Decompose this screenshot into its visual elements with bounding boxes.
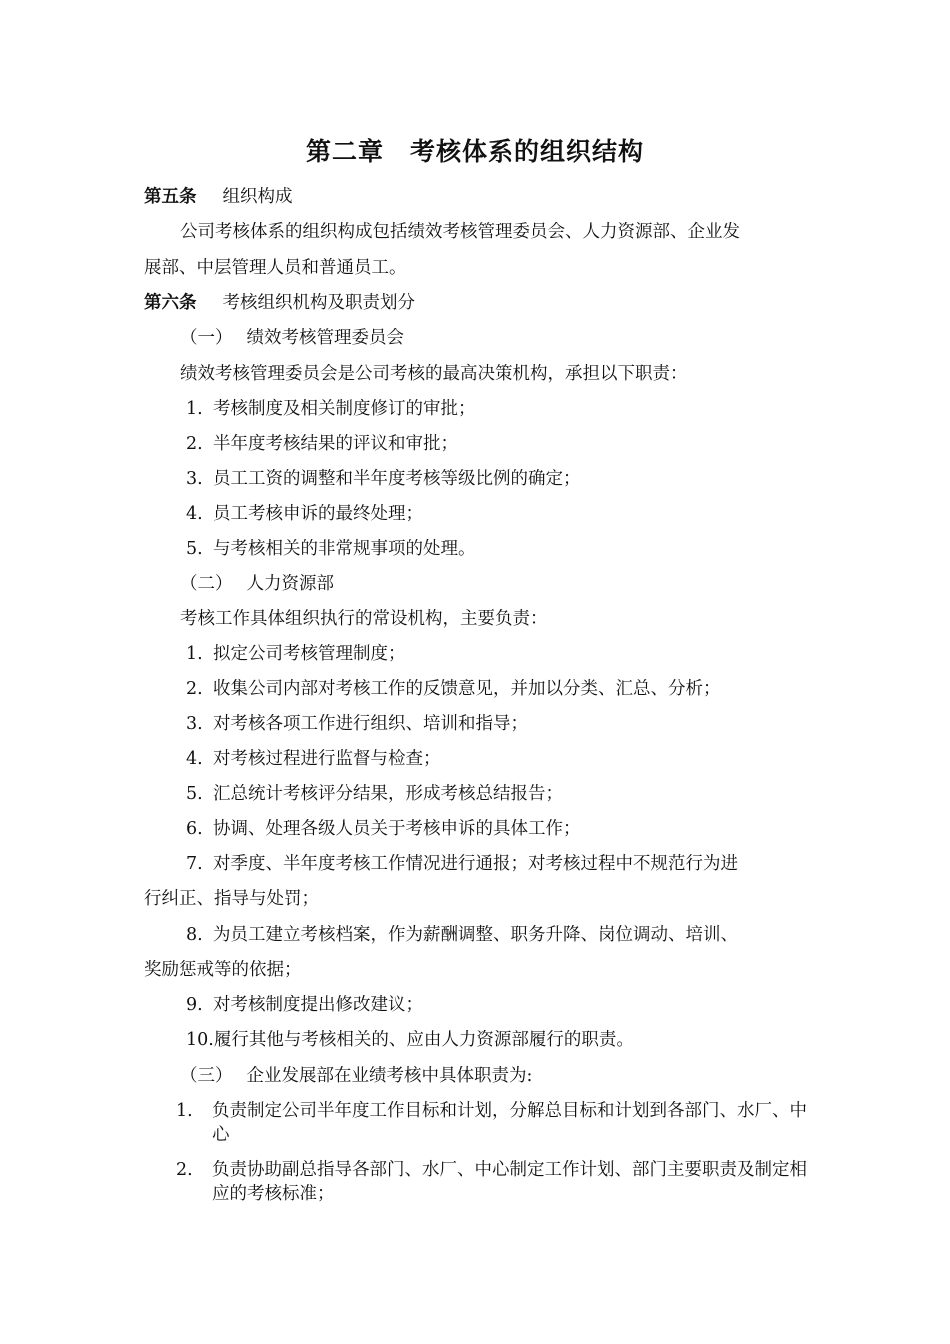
section-1-marker: （一）	[180, 328, 233, 348]
list-item	[186, 993, 423, 1017]
article-5-label: 第五条	[144, 187, 197, 207]
list-item-text: 负责协助副总指导各部门、水厂、中心制定工作计划、部门主要职责及制定相应的考核标准；	[212, 1160, 807, 1204]
list-item-number: 8.	[186, 925, 203, 945]
list-item	[186, 747, 441, 771]
list-item-text: 对考核制度提出修改建议；	[213, 995, 423, 1015]
list-item-text: 收集公司内部对考核工作的反馈意见，并加以分类、汇总、分析；	[213, 679, 721, 699]
section-2-title: 人力资源部	[246, 574, 334, 594]
section-1-heading	[180, 326, 404, 350]
list-item-text: 对季度、半年度考核工作情况进行通报；对考核过程中不规范行为进	[213, 854, 738, 874]
list-item-number: 2.	[176, 1160, 193, 1180]
section-3-heading	[180, 1064, 532, 1088]
list-item-text: 为员工建立考核档案，作为薪酬调整、职务升降、岗位调动、培训、	[213, 925, 738, 945]
list-item-text: 履行其他与考核相关的、应由人力资源部履行的职责。	[213, 1030, 634, 1050]
list-item	[186, 642, 406, 666]
section-2-heading	[180, 572, 334, 596]
list-item-text: 对考核各项工作进行组织、培训和指导；	[213, 714, 528, 734]
list-item	[176, 1158, 812, 1206]
list-item-number: 4.	[186, 749, 203, 769]
list-item-text: 对考核过程进行监督与检查；	[213, 749, 441, 769]
chapter-title: 第二章 考核体系的组织结构	[305, 137, 644, 166]
article-5-title: 组织构成	[222, 187, 293, 207]
list-item-number: 4.	[186, 504, 203, 524]
list-item	[186, 432, 458, 456]
list-item-number: 3.	[186, 714, 203, 734]
article-6-heading	[144, 291, 415, 315]
article-6-title: 考核组织机构及职责划分	[222, 293, 415, 313]
article-5-paragraph-line-1: 公司考核体系的组织构成包括绩效考核管理委员会、人力资源部、企业发	[180, 222, 740, 242]
list-item-text: 负责制定公司半年度工作目标和计划，分解总目标和计划到各部门、水厂、中心	[212, 1101, 807, 1145]
list-item-number: 5.	[186, 539, 203, 559]
list-item-number: 2.	[186, 679, 203, 699]
list-item	[186, 537, 476, 561]
list-item-number: 1.	[186, 399, 203, 419]
list-item-text: 与考核相关的非常规事项的处理。	[213, 539, 476, 559]
list-item	[176, 1099, 812, 1147]
list-item	[186, 467, 581, 491]
article-5-paragraph-line-2: 展部、中层管理人员和普通员工。	[144, 258, 407, 278]
section-3-marker: （三）	[180, 1066, 233, 1086]
list-item	[186, 397, 476, 421]
section-3-title: 企业发展部在业绩考核中具体职责为:	[246, 1066, 533, 1086]
section-1-title: 绩效考核管理委员会	[246, 328, 404, 348]
list-item	[186, 817, 581, 841]
section-2-marker: （二）	[180, 574, 233, 594]
list-item-continuation: 行纠正、指导与处罚；	[144, 889, 319, 909]
list-item-text: 员工工资的调整和半年度考核等级比例的确定；	[213, 469, 581, 489]
list-item-text: 拟定公司考核管理制度；	[213, 644, 406, 664]
list-item	[186, 677, 721, 701]
list-item-text: 协调、处理各级人员关于考核申诉的具体工作；	[213, 819, 581, 839]
list-item-number: 1.	[176, 1101, 193, 1121]
article-6-label: 第六条	[144, 293, 197, 313]
list-item-text: 汇总统计考核评分结果，形成考核总结报告；	[213, 784, 563, 804]
list-item-number: 2.	[186, 434, 203, 454]
list-item-text: 半年度考核结果的评议和审批；	[213, 434, 458, 454]
list-item-text: 考核制度及相关制度修订的审批；	[213, 399, 476, 419]
list-item-number: 10.	[186, 1030, 214, 1050]
list-item	[186, 782, 563, 806]
list-item	[186, 502, 423, 526]
list-item-number: 5.	[186, 784, 203, 804]
section-1-intro: 绩效考核管理委员会是公司考核的最高决策机构，承担以下职责：	[180, 364, 688, 384]
list-item-number: 7.	[186, 854, 203, 874]
section-2-intro: 考核工作具体组织执行的常设机构，主要负责：	[180, 609, 548, 629]
list-item-continuation: 奖励惩戒等的依据；	[144, 960, 302, 980]
article-5-heading	[144, 185, 293, 209]
list-item-number: 9.	[186, 995, 203, 1015]
list-item	[186, 923, 738, 947]
list-item-number: 1.	[186, 644, 203, 664]
list-item-number: 6.	[186, 819, 203, 839]
list-item	[186, 1028, 634, 1052]
list-item-text: 员工考核申诉的最终处理；	[213, 504, 423, 524]
list-item	[186, 852, 738, 876]
list-item	[186, 712, 528, 736]
list-item-number: 3.	[186, 469, 203, 489]
